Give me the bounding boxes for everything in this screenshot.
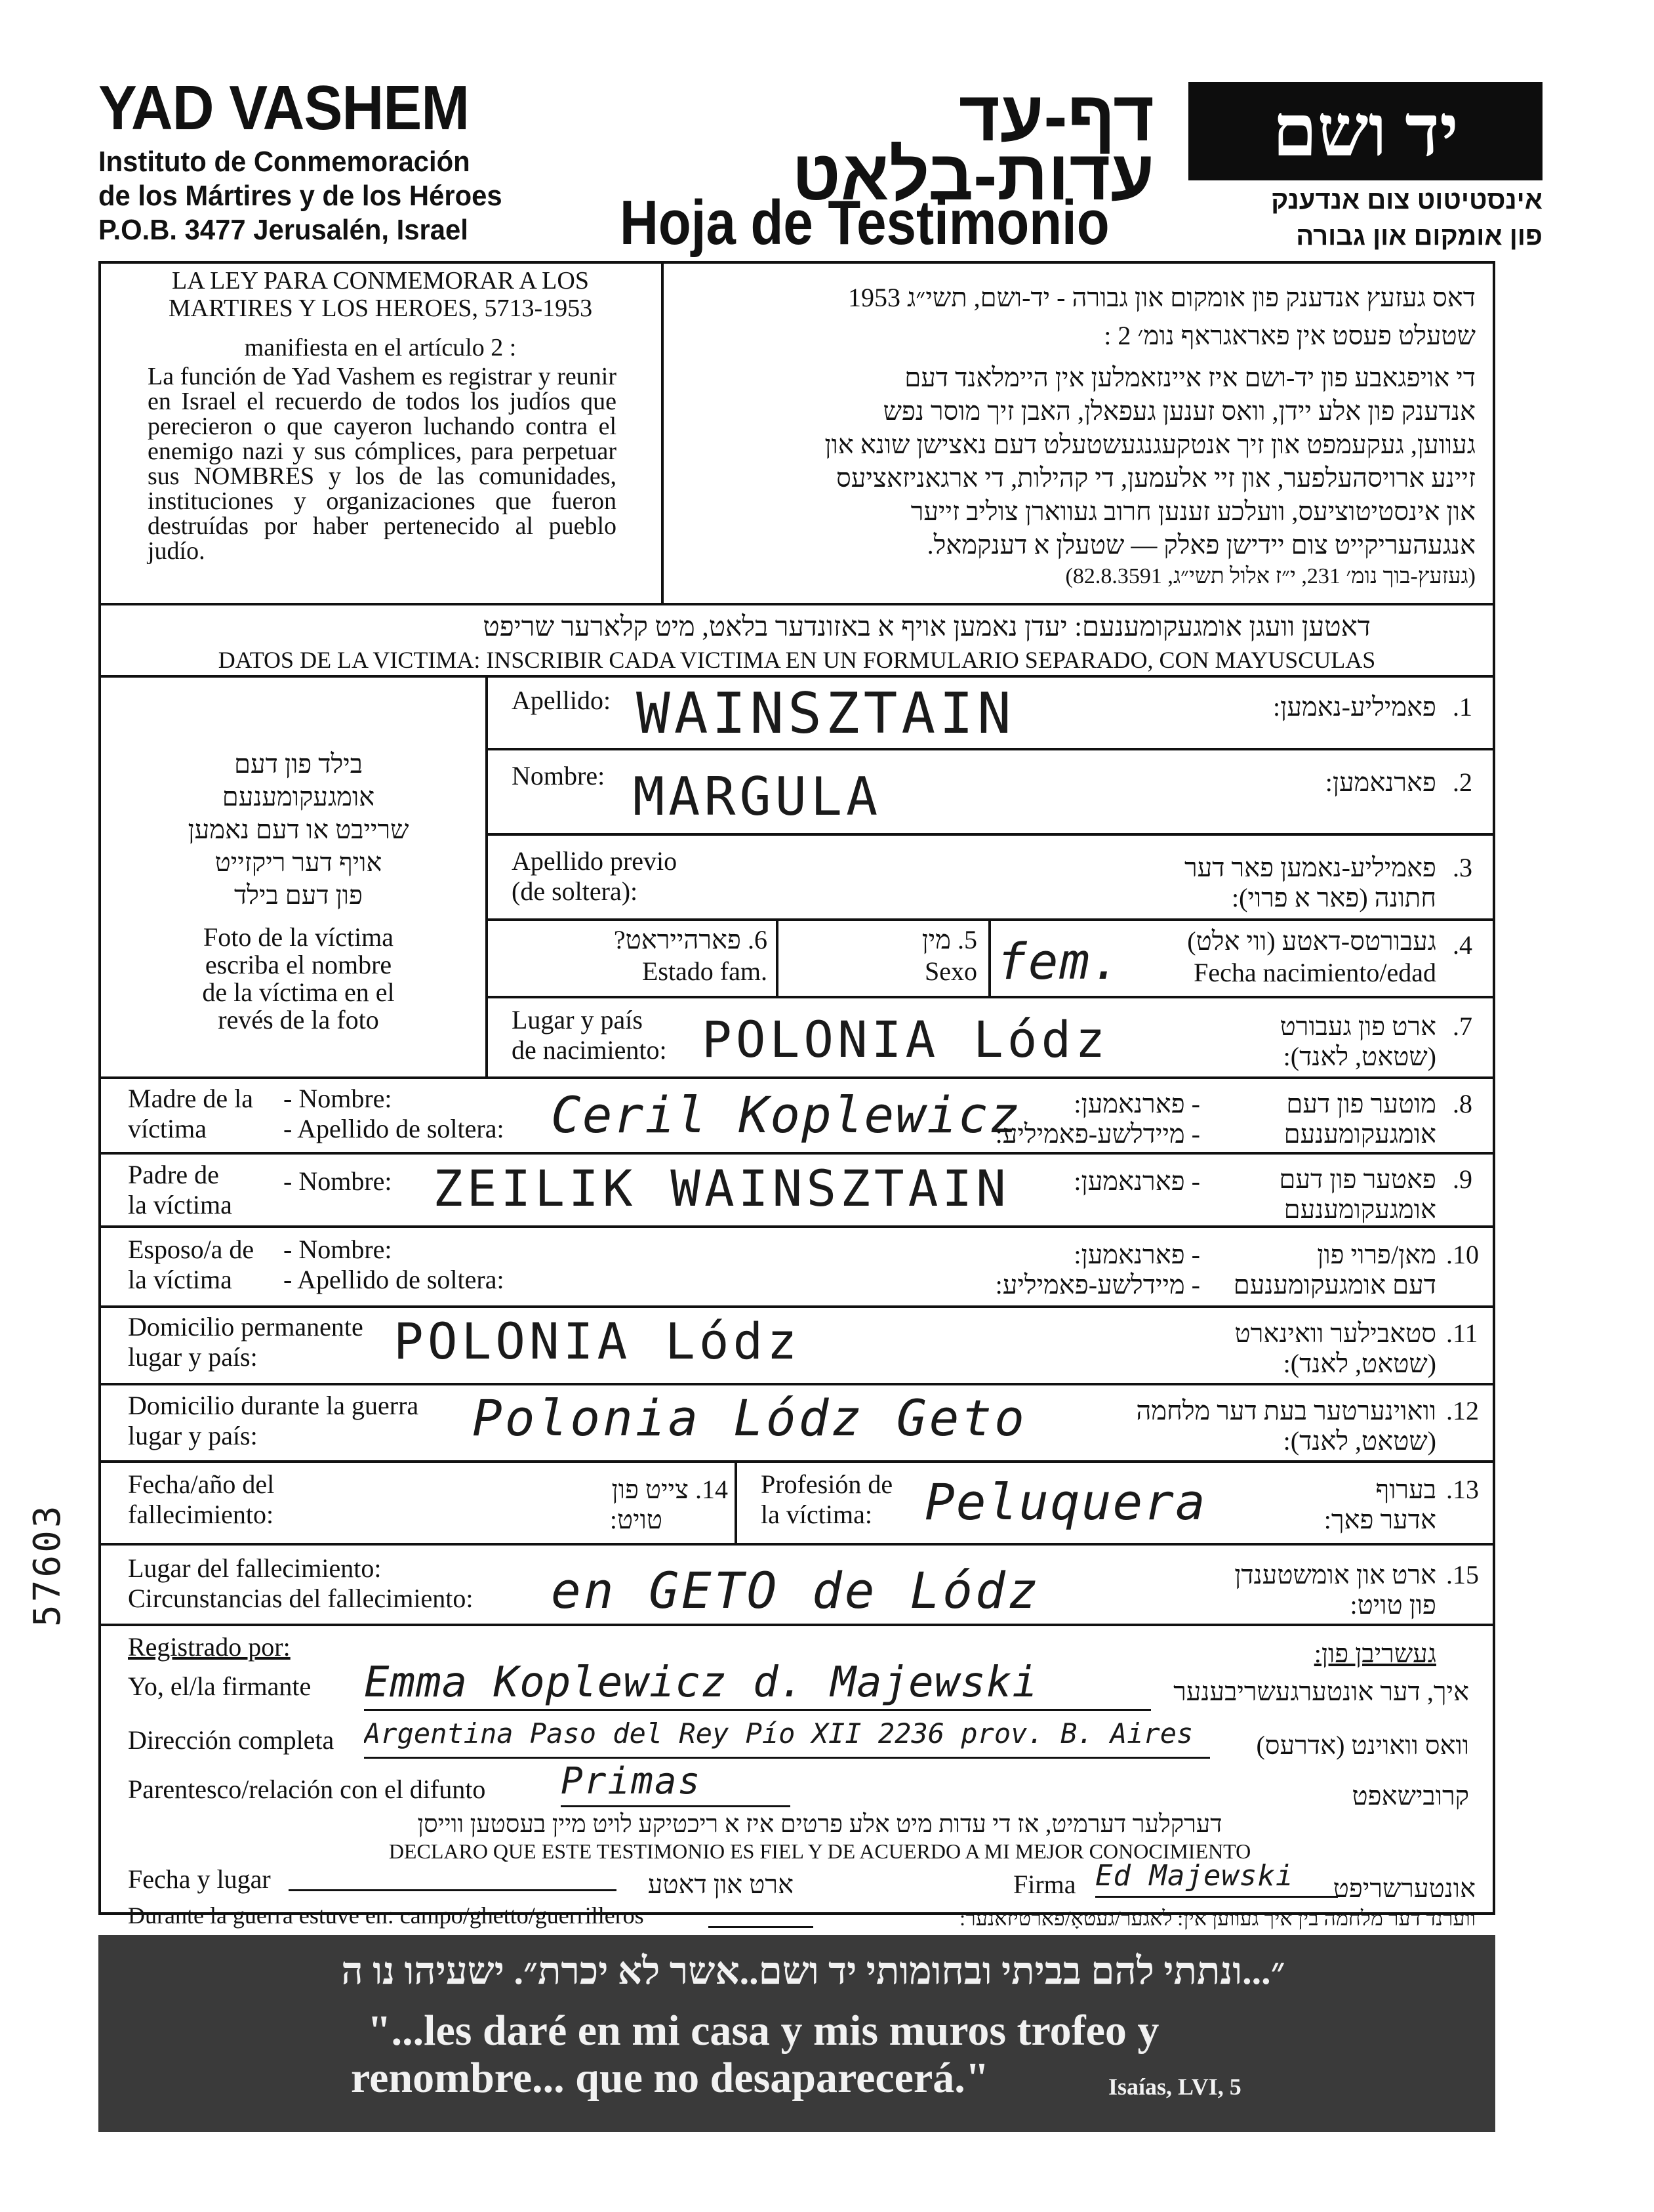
wartime-location-field[interactable] bbox=[708, 1926, 813, 1928]
wartime-location-label: Durante la guerra estuve en: campo/ghetto/guerrilleros bbox=[128, 1902, 644, 1929]
photo-hebrew-1: בילד פון דעם bbox=[234, 749, 363, 779]
photo-spanish-4: revés de la foto bbox=[218, 1005, 379, 1034]
father-hebrew-2: אומגעקומענעם bbox=[1283, 1195, 1436, 1224]
law-article: manifiesta en el artículo 2 : bbox=[244, 334, 517, 361]
wartime-address-field[interactable]: Polonia Lódz Geto bbox=[472, 1389, 1027, 1447]
field-number-1: .1 bbox=[1453, 692, 1472, 722]
birth-date-field[interactable]: fem. bbox=[997, 932, 1123, 991]
law-body-spanish: La función de Yad Vashem es registrar y reunir en Israel el recuerdo de todos los judíos que perecieron o que cayeron luchando contra el enemigo nazi y sus cómplices, para perpetuar sus NOMBRES y los de las comunidades, instituciones y organizaciones que fueron destruídas por haber pertenecido al pueblo judío. bbox=[148, 363, 616, 565]
maiden-name-label-2: (de soltera): bbox=[512, 876, 638, 906]
death-place-hebrew-2: פון טויט: bbox=[1350, 1590, 1436, 1620]
photo-hebrew-4: אויף דער ריקזייט bbox=[214, 848, 382, 877]
relationship-hebrew: קרובישאפט bbox=[1352, 1781, 1469, 1811]
logo-subtitle-1: אינסטיטוט צום אנדענק bbox=[1271, 186, 1543, 215]
quote-spanish-2: renombre... que no desaparecerá." bbox=[351, 2054, 990, 2102]
org-address: P.O.B. 3477 Jerusalén, Israel bbox=[98, 214, 468, 246]
mother-maiden-sublabel: - Apellido de soltera: bbox=[283, 1114, 504, 1143]
field-number-3: .3 bbox=[1453, 853, 1472, 882]
address-field[interactable]: Argentina Paso del Rey Pío XII 2236 prov. B. Aires bbox=[364, 1711, 1210, 1759]
signer-hebrew: איך, דער אונטערגעשריבענער bbox=[1173, 1677, 1469, 1706]
quote-reference: Isaías, LVI, 5 bbox=[1108, 2074, 1241, 2100]
registered-by-label: Registrado por: bbox=[128, 1632, 291, 1662]
law-heading-2: MARTIRES Y LOS HEROES, 5713-1953 bbox=[168, 295, 593, 322]
surname-hebrew-label: פאמיליע-נאמען: bbox=[1273, 692, 1436, 722]
mother-name-field[interactable]: Ceril Koplewicz bbox=[551, 1086, 1021, 1144]
photo-hebrew-3: שרייבט או דעם נאמען bbox=[188, 815, 409, 844]
photo-area[interactable] bbox=[125, 748, 472, 1034]
death-place-label-1: Lugar del fallecimiento: bbox=[128, 1553, 382, 1583]
signature-hebrew: אונטערשריפט bbox=[1333, 1874, 1476, 1903]
victim-banner-hebrew: דאטען וועגן אומגעקומענעם: יעדן נאמען אויף א באזונדער בלאט, מיט קלארער שריפט bbox=[483, 612, 1371, 642]
birth-date-hebrew: געבורטס-דאטע (ווי אלט) bbox=[1187, 926, 1436, 956]
father-hebrew-1: פאטער פון דעם bbox=[1279, 1164, 1436, 1194]
first-name-label: Nombre: bbox=[512, 761, 605, 790]
org-subtitle-2: de los Mártires y de los Héroes bbox=[98, 180, 502, 212]
profession-hebrew-2: אדער פאך: bbox=[1323, 1505, 1436, 1534]
field-number-13: .13 bbox=[1446, 1475, 1479, 1504]
photo-hebrew-5: פון דעם בילד bbox=[234, 880, 363, 910]
sex-hebrew: 5. מין bbox=[921, 925, 977, 954]
signer-label: Yo, el/la firmante bbox=[128, 1671, 312, 1701]
maiden-name-hebrew-2: חתונה (פאר א פרוי): bbox=[1231, 883, 1436, 912]
maiden-name-label-1: Apellido previo bbox=[512, 846, 677, 876]
death-date-label-2: fallecimiento: bbox=[128, 1500, 274, 1529]
birthplace-field[interactable]: POLONIA Lódz bbox=[702, 1010, 1110, 1069]
first-name-field[interactable]: MARGULA bbox=[633, 766, 882, 827]
yad-vashem-logo bbox=[1188, 82, 1543, 180]
field-number-7: .7 bbox=[1453, 1012, 1472, 1041]
death-date-label-1: Fecha/año del bbox=[128, 1469, 275, 1499]
field-number-9: .9 bbox=[1453, 1164, 1472, 1194]
archive-number: 57603 bbox=[26, 1503, 69, 1627]
field-number-2: .2 bbox=[1453, 768, 1472, 797]
birthplace-label-1: Lugar y país bbox=[512, 1005, 643, 1034]
law-hebrew-9: (געזעץ-בוך נומ׳ 231, י״ז אלול תשי״ג, 82.8.3591) bbox=[1065, 564, 1476, 588]
spouse-maiden-sublabel: - Apellido de soltera: bbox=[283, 1265, 504, 1294]
field-number-4: .4 bbox=[1453, 930, 1472, 960]
wartime-address-label-1: Domicilio durante la guerra bbox=[128, 1391, 419, 1420]
spouse-label-1: Esposo/a de bbox=[128, 1235, 254, 1264]
spouse-name-hebrew-sub: - פארנאמען: bbox=[1074, 1240, 1200, 1269]
field-number-10: .10 bbox=[1446, 1240, 1479, 1269]
field-number-12: .12 bbox=[1446, 1396, 1479, 1425]
permanent-address-label-2: lugar y país: bbox=[128, 1342, 258, 1372]
address-label: Dirección completa bbox=[128, 1725, 334, 1755]
mother-name-sublabel: - Nombre: bbox=[283, 1084, 392, 1113]
mother-hebrew-2: אומגעקומענעם bbox=[1283, 1119, 1436, 1149]
date-place-field[interactable] bbox=[289, 1889, 616, 1891]
hebrew-title-1: דף-עד bbox=[958, 76, 1154, 155]
marital-status-hebrew: 6. פארהייראט? bbox=[613, 925, 767, 954]
spouse-hebrew-2: דעם אומגעקומענעם bbox=[1233, 1270, 1436, 1300]
quote-spanish-1: "...les daré en mi casa y mis muros trofeo y bbox=[367, 2007, 1160, 2055]
profession-hebrew-1: בערוף bbox=[1375, 1475, 1436, 1504]
spouse-name-sublabel: - Nombre: bbox=[283, 1235, 392, 1264]
victim-banner-spanish: DATOS DE LA VICTIMA: INSCRIBIR CADA VICTIMA EN UN FORMULARIO SEPARADO, CON MAYUSCULAS bbox=[218, 647, 1376, 673]
field-number-11: .11 bbox=[1446, 1319, 1478, 1348]
relationship-field[interactable]: Primas bbox=[561, 1758, 790, 1807]
law-heading-1: LA LEY PARA CONMEMORAR A LOS bbox=[172, 267, 589, 295]
first-name-hebrew-label: פארנאמען: bbox=[1325, 768, 1436, 797]
address-hebrew: וואס וואוינט (אדרעס) bbox=[1256, 1731, 1469, 1760]
quote-hebrew: ״...ונתתי להם בביתי ובחומותי יד ושם..אשר לא יכרת״. ישעיהו נו ה bbox=[341, 1950, 1285, 1992]
relationship-label: Parentesco/relación con el difunto bbox=[128, 1774, 486, 1804]
permanent-address-hebrew-2: (שטאט, לאנד): bbox=[1283, 1349, 1436, 1378]
father-label-2: la víctima bbox=[128, 1190, 232, 1219]
death-place-hebrew-1: ארט און אומשטענדן bbox=[1234, 1560, 1436, 1589]
permanent-address-field[interactable]: POLONIA Lódz bbox=[393, 1312, 801, 1370]
marital-status-label: Estado fam. bbox=[641, 956, 767, 986]
date-place-hebrew: ארט און דאטע bbox=[647, 1870, 794, 1899]
law-hebrew-2: שטעלט פעסט אין פאראגראף נומ׳ 2 : bbox=[1104, 321, 1476, 350]
photo-spanish-2: escriba el nombre bbox=[205, 950, 392, 979]
photo-spanish-3: de la víctima en el bbox=[202, 977, 395, 1007]
logo-hebrew-text: יד ושם bbox=[1272, 91, 1459, 171]
surname-label: Apellido: bbox=[512, 686, 611, 715]
signature-field[interactable]: Ed Majewski bbox=[1095, 1856, 1338, 1898]
death-date-hebrew-2: טויט: bbox=[609, 1505, 662, 1534]
spouse-maiden-hebrew-sub: - מיידלשע-פאמיליע: bbox=[995, 1270, 1200, 1300]
spouse-label-2: la víctima bbox=[128, 1265, 232, 1294]
wartime-address-hebrew-1: וואוינערטער בעת דער מלחמה bbox=[1136, 1396, 1436, 1425]
birth-date-label: Fecha nacimiento/edad bbox=[1194, 958, 1436, 987]
signature-label: Firma bbox=[1013, 1870, 1076, 1899]
signer-name-field[interactable]: Emma Koplewicz d. Majewski bbox=[364, 1656, 1151, 1711]
field-number-8: .8 bbox=[1453, 1089, 1472, 1118]
law-hebrew-5: געווען, געקעמפט און זיך אנטקעגנגעשטעלט דעם נאצישן שונא און bbox=[824, 430, 1476, 459]
marital-status-field[interactable] bbox=[489, 921, 587, 993]
birthplace-label-2: de nacimiento: bbox=[512, 1035, 667, 1065]
mother-label-1: Madre de la bbox=[128, 1084, 254, 1113]
document-title: Hoja de Testimonio bbox=[620, 188, 1110, 258]
date-place-label: Fecha y lugar bbox=[128, 1864, 271, 1894]
org-name: YAD VASHEM bbox=[98, 73, 470, 143]
field-number-15: .15 bbox=[1446, 1560, 1479, 1589]
wartime-location-hebrew: ווערנד דער מלחמה בין איך געווען אין: לאגער/געטאָ/פארטיזאנער: bbox=[959, 1906, 1476, 1930]
death-place-label-2: Circunstancias del fallecimiento: bbox=[128, 1584, 474, 1613]
mother-hebrew-1: מוטער פון דעם bbox=[1286, 1089, 1436, 1118]
profession-label-2: la víctima: bbox=[761, 1500, 872, 1529]
mother-label-2: víctima bbox=[128, 1114, 207, 1143]
law-hebrew-8: אנגעהעריקייט צום יידישן פאלק — שטעלן א דענקמאל. bbox=[927, 530, 1476, 560]
mother-name-hebrew-sub: - פארנאמען: bbox=[1074, 1089, 1200, 1118]
law-hebrew-7: און אינסטיטוציעס, וועלכע זענען חרוב געווארן צוליב זייער bbox=[910, 497, 1476, 526]
registered-by-hebrew: געשריבן פון: bbox=[1314, 1639, 1436, 1668]
father-name-sublabel: - Nombre: bbox=[283, 1166, 392, 1196]
mother-maiden-hebrew-sub: - מיידלשע-פאמיליע: bbox=[995, 1119, 1200, 1149]
birthplace-hebrew-2: (שטאט, לאנד): bbox=[1283, 1042, 1436, 1071]
law-hebrew-1: דאס געזעץ אנדענק פון אומקום און גבורה - יד-ושם, תשי״ג 1953 bbox=[848, 283, 1476, 312]
permanent-address-hebrew-1: סטאבילער וואינארט bbox=[1234, 1319, 1436, 1348]
sex-field[interactable] bbox=[779, 921, 858, 993]
photo-spanish-1: Foto de la víctima bbox=[203, 922, 393, 952]
org-subtitle-1: Instituto de Conmemoración bbox=[98, 146, 470, 178]
sex-label: Sexo bbox=[925, 956, 977, 986]
law-hebrew-6: זיינע ארויסהעלפער, און זיי אלעמען, די קהילות, די ארגאניזאציעס bbox=[836, 463, 1476, 493]
profession-field[interactable]: Peluquera bbox=[925, 1473, 1207, 1531]
surname-field[interactable]: WAINSZTAIN bbox=[636, 681, 1015, 747]
birthplace-hebrew-1: ארט פון געבורט bbox=[1280, 1012, 1436, 1041]
maiden-name-hebrew-1: פאמיליע-נאמען פאר דער bbox=[1184, 853, 1436, 882]
father-label-1: Padre de bbox=[128, 1160, 219, 1189]
photo-hebrew-2: אומגעקומענעם bbox=[222, 782, 375, 811]
spouse-hebrew-1: מאן/פרוי פון bbox=[1317, 1240, 1436, 1269]
profession-label-1: Profesión de bbox=[761, 1469, 893, 1499]
maiden-name-field[interactable] bbox=[721, 853, 1049, 912]
father-name-field[interactable]: ZEILIK WAINSZTAIN bbox=[433, 1159, 1010, 1218]
hebrew-title-2: עדות-בלאט bbox=[792, 135, 1154, 215]
logo-subtitle-2: פון אומקום און גבורה bbox=[1296, 222, 1543, 251]
death-place-field[interactable]: en GETO de Lódz bbox=[551, 1561, 1041, 1620]
wartime-address-label-2: lugar y país: bbox=[128, 1421, 258, 1450]
spouse-name-field[interactable] bbox=[551, 1232, 918, 1300]
declaration-hebrew: דערקלער דערמיט, אז די עדות מיט אלע פרטים איז א ריכטיקע לויט מיין בעסטען ווייסן bbox=[417, 1811, 1222, 1838]
father-name-hebrew-sub: - פארנאמען: bbox=[1074, 1166, 1200, 1196]
law-hebrew-3: די אויפגאבע פון יד-ושם איז איינזאמלען אין היימלאנד דעם bbox=[904, 363, 1476, 392]
permanent-address-label-1: Domicilio permanente bbox=[128, 1312, 363, 1342]
death-date-hebrew-1: 14. צייט פון bbox=[611, 1475, 728, 1504]
law-hebrew-4: אנדענק פון אלע יידן, וואס זענען געפאלן, האבן זיך מוסר נפש bbox=[883, 396, 1476, 426]
wartime-address-hebrew-2: (שטאט, לאנד): bbox=[1283, 1426, 1436, 1456]
declaration-spanish: DECLARO QUE ESTE TESTIMONIO ES FIEL Y DE ACUERDO A MI MEJOR CONOCIMIENTO bbox=[388, 1839, 1251, 1863]
